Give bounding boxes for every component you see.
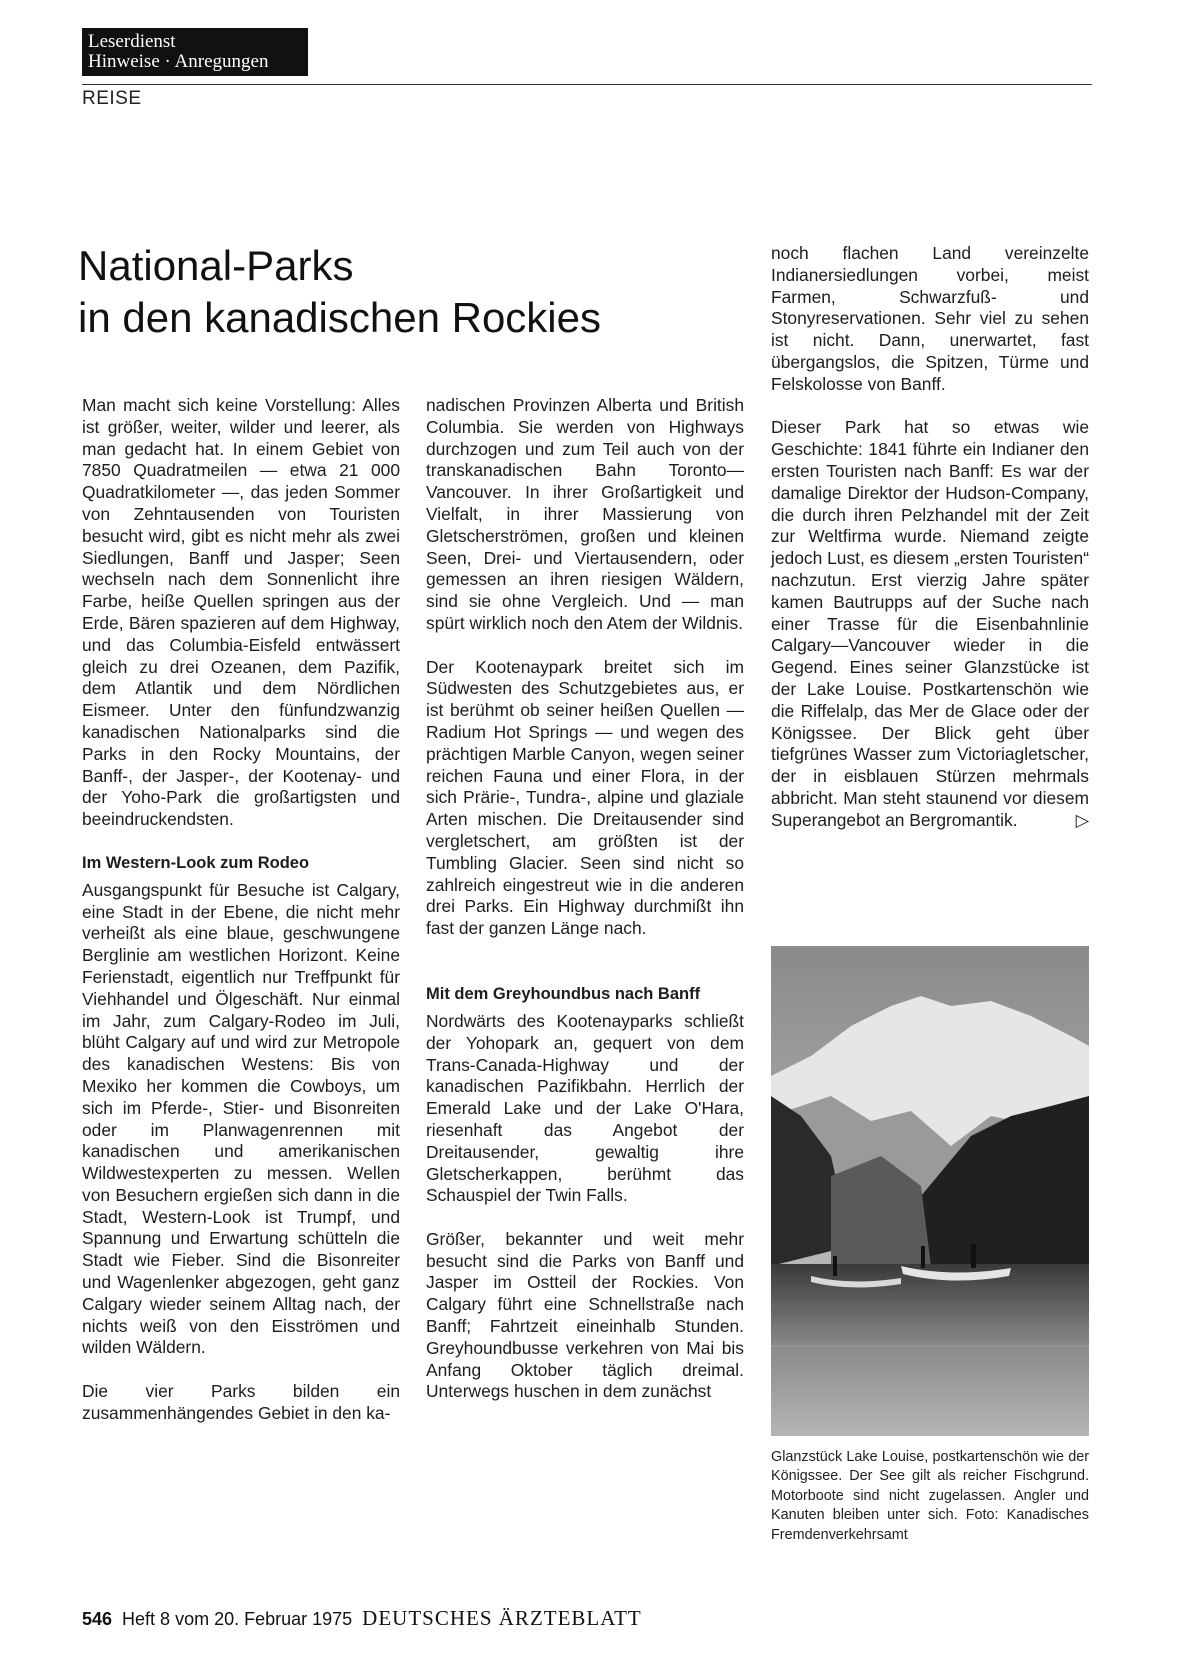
paragraph-text: Dieser Park hat so etwas wie Geschichte: 1841 führte ein Indianer den ersten Touristen nach Banff: Es war der damalige Direktor der Hudson-Company, die durch ihren Pelzhandel mit der Zeit zur Weltfirma wurde. Niemand zeigte jedoch Lust, es diesem „ersten Touristen“ nachzutun. Erst vierzig Jahre später kamen Bautrupps auf der Suche nach einer Trasse für die Eisenbahnlinie Calgary—Vancouver wieder in die Gegend. Eines seiner Glanzstücke ist der Lake Louise. Postkartenschön wie die Riffelalp, das Mer de Glace oder der Königssee. Der Blick geht über tiefgrünes Wasser zum Victoriagletscher, der in eisblauen Stürzen mehrmals abbricht. Man steht staunend vor diesem Superangebot an Bergromantik. — [771, 417, 1089, 830]
title-line-1: National-Parks — [78, 242, 354, 289]
article-title — [78, 240, 728, 344]
paragraph: nadischen Provinzen Alberta und British Columbia. Sie werden von Highways durchzogen und zum Teil auch von der transkanadischen Bahn Toronto—Vancouver. In ihrer Großartigkeit und Vielfalt, in ihrer Massierung von Gletscherströmen, großen und kleinen Seen, Drei- und Viertausendern, oder gemessen an ihren riesigen Wäldern, sind sie ohne Vergleich. Und — man spürt wirklich noch den Atem der Wildnis. — [426, 395, 744, 633]
continue-arrow-icon: ▷ — [1075, 809, 1089, 830]
paragraph: Nordwärts des Kootenayparks schließt der Yohopark an, gequert von dem Trans-Canada-Highway und der kanadischen Pazifikbahn. Herrlich der Emerald Lake und der Lake O'Hara, riesenhaft das Angebot der Dreitausender, gewaltig ihre Gletscherkappen, berühmt das Schauspiel der Twin Falls. — [426, 1010, 744, 1206]
subheading: Mit dem Greyhoundbus nach Banff — [426, 984, 701, 1003]
badge-line-2: Hinweise · Anregungen — [88, 51, 269, 72]
paragraph: noch flachen Land vereinzelte Indianersiedlungen vorbei, meist Farmen, Schwarzfuß- und Stonyreservationen. Sehr viel zu sehen ist nicht. Dann, unerwartet, fast übergangslos, die Spitzen, Türme und Felskolosse von Banff. — [771, 243, 1089, 394]
title-line-2: in den kanadischen Rockies — [78, 294, 601, 341]
page-footer — [82, 1606, 642, 1631]
photo-caption: Glanzstück Lake Louise, postkartenschön wie der Königssee. Der See gilt als reicher Fischgrund. Motorboote sind nicht zugelassen. Angler und Kanuten bleiben unter sich. Foto: Kanadisches Fremdenverkehrsamt — [771, 1449, 1089, 1543]
lake-louise-photo — [771, 946, 1089, 1436]
text-column-1 — [82, 395, 400, 1446]
leserdienst-badge — [82, 28, 308, 76]
subheading: Im Western-Look zum Rodeo — [82, 853, 310, 872]
text-column-3 — [771, 243, 1089, 853]
page-number: 546 — [82, 1609, 113, 1629]
paragraph: Ausgangspunkt für Besuche ist Calgary, eine Stadt in der Ebene, die nicht mehr verheißt als eine blaue, geschwungene Berglinie am westlichen Horizont. Keine Ferienstadt, eigentlich nur Treffpunkt für Viehhandel und Ölgeschäft. Nur einmal im Jahr, zum Calgary-Rodeo im Juli, blüht Calgary auf und wird zur Metropole des kanadischen Westens: Bis von Mexiko her kommen die Cowboys, um sich im Pferde-, Stier- und Bisonreiten oder im Planwagenrennen mit kanadischen und amerikanischen Wildwestexperten zu messen. Wellen von Besuchern ergießen sich dann in die Stadt, Western-Look ist Trumpf, und Spannung und Erwartung schütteln die Stadt wie Fieber. Sind die Bisonreiter und Wagenlenker abgezogen, geht ganz Calgary wieder seinem Alltag nach, der nichts weiß von den Eisströmen und wilden Wäldern. — [82, 879, 400, 1358]
paragraph: Größer, bekannter und weit mehr besucht sind die Parks von Banff und Jasper im Ostteil der Rockies. Von Calgary führt eine Schnellstraße nach Banff; Fahrtzeit eineinhalb Stunden. Greyhoundbusse verkehren von Mai bis Anfang Oktober täglich dreimal. Unterwegs huschen in dem zunächst — [426, 1228, 744, 1402]
paragraph — [771, 417, 1089, 831]
paragraph: Der Kootenaypark breitet sich im Südwesten des Schutzgebietes aus, er ist berühmt ob seiner heißen Quellen — Radium Hot Springs — und wegen des prächtigen Marble Canyon, wegen seiner reichen Fauna und einer Flora, in der sich Prärie-, Tundra-, alpine und glaziale Arten mischen. Die Dreitausender sind vergletschert, am größten ist der Tumbling Glacier. Seen sind nicht so zahlreich eingestreut wie in die anderen drei Parks. Ein Highway durchmißt ihn fast der ganzen Länge nach. — [426, 656, 744, 939]
section-label: REISE — [82, 88, 142, 109]
paragraph: Man macht sich keine Vorstellung: Alles ist größer, weiter, wilder und leerer, als man gedacht hat. In einem Gebiet von 7850 Quadratmeilen — etwa 21 000 Quadratkilometer —, das jeden Sommer von Zehntausenden von Touristen besucht wird, gibt es nicht mehr als zwei Siedlungen, Banff und Jasper; Seen wechseln nach dem Sonnenlicht ihre Farbe, heiße Quellen springen aus der Erde, Bären spazieren auf dem Highway, und das Columbia-Eisfeld entwässert gleich zu drei Ozeanen, dem Pazifik, dem Atlantik und dem Nördlichen Eismeer. Unter den fünfundzwanzig kanadischen Nationalparks sind die Parks in den Rocky Mountains, der Banff-, der Jasper-, der Kootenay- und der Yoho-Park die großartigsten und beeindruckendsten. — [82, 395, 400, 830]
header-rule — [82, 84, 1092, 85]
badge-line-1: Leserdienst — [88, 31, 176, 52]
text-column-2 — [426, 395, 744, 1425]
issue-info: Heft 8 vom 20. Februar 1975 — [122, 1609, 353, 1629]
paragraph: Die vier Parks bilden ein zusammenhängendes Gebiet in den ka- — [82, 1381, 400, 1423]
magazine-name: DEUTSCHES ÄRZTEBLATT — [362, 1606, 642, 1630]
